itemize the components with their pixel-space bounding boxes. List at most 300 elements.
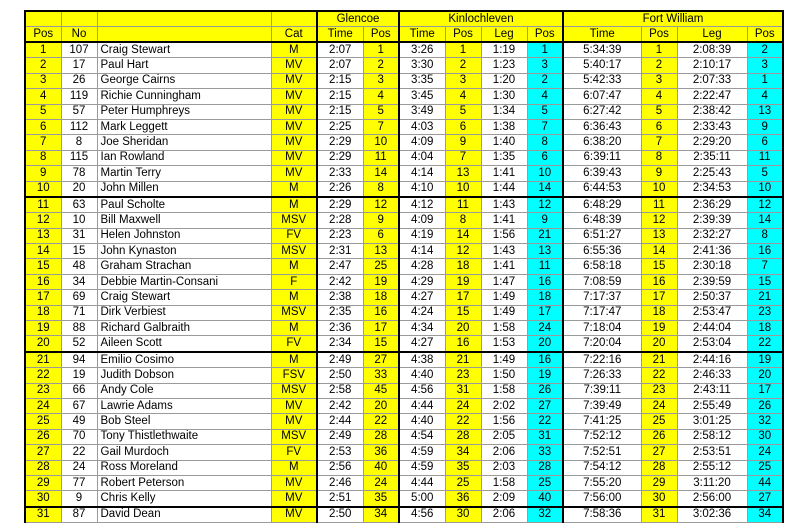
cell-kin-time: 4:28 — [399, 259, 445, 274]
group-glencoe: Glencoe — [317, 11, 399, 27]
table-row — [25, 197, 783, 213]
cell-fw-leg: 2:53:51 — [677, 445, 747, 460]
cell-pos: 7 — [25, 135, 61, 150]
table-row — [25, 414, 783, 429]
cell-glencoe-pos: 36 — [363, 445, 399, 460]
cell-name: Emilio Cosimo — [97, 352, 271, 368]
cell-glencoe-time: 2:34 — [317, 336, 363, 352]
cell-fw-leg: 2:53:47 — [677, 305, 747, 320]
cell-kin-pos: 8 — [445, 213, 481, 228]
cell-kin-leg: 1:43 — [481, 197, 527, 213]
cell-fw-leg-pos: 22 — [747, 336, 783, 352]
cell-fw-pos: 28 — [641, 460, 677, 475]
cell-kin-pos: 23 — [445, 368, 481, 383]
cell-kin-pos: 21 — [445, 352, 481, 368]
cell-glencoe-pos: 12 — [363, 197, 399, 213]
cell-pos: 12 — [25, 213, 61, 228]
cell-fw-leg-pos: 25 — [747, 460, 783, 475]
cell-glencoe-pos: 1 — [363, 42, 399, 58]
cell-glencoe-pos: 40 — [363, 460, 399, 475]
cell-pos: 5 — [25, 104, 61, 119]
cell-kin-time: 4:09 — [399, 135, 445, 150]
cell-glencoe-pos: 4 — [363, 89, 399, 104]
cell-fw-leg: 2:53:04 — [677, 336, 747, 352]
cell-fw-pos: 15 — [641, 259, 677, 274]
table-row — [25, 290, 783, 305]
cell-fw-leg: 2:10:17 — [677, 58, 747, 73]
cell-kin-leg: 1:49 — [481, 352, 527, 368]
cell-kin-pos: 4 — [445, 89, 481, 104]
cell-fw-pos: 31 — [641, 507, 677, 523]
cell-name: John Millen — [97, 181, 271, 197]
cell-fw-leg: 2:55:49 — [677, 398, 747, 413]
cell-fw-leg: 2:08:39 — [677, 42, 747, 58]
cell-fw-pos: 9 — [641, 166, 677, 181]
cell-fw-leg-pos: 19 — [747, 352, 783, 368]
cell-glencoe-time: 2:51 — [317, 491, 363, 507]
cell-kin-leg-pos: 14 — [527, 181, 563, 197]
cell-name: David Dean — [97, 507, 271, 523]
cell-glencoe-pos: 25 — [363, 259, 399, 274]
cell-no: 63 — [61, 197, 97, 213]
cell-glencoe-pos: 8 — [363, 181, 399, 197]
cell-name: Peter Humphreys — [97, 104, 271, 119]
cell-kin-pos: 36 — [445, 491, 481, 507]
cell-kin-time: 4:56 — [399, 507, 445, 523]
cell-glencoe-time: 2:29 — [317, 197, 363, 213]
cell-fw-leg-pos: 20 — [747, 368, 783, 383]
cell-name: George Cairns — [97, 73, 271, 88]
cell-pos: 20 — [25, 336, 61, 352]
cell-kin-leg: 1:34 — [481, 104, 527, 119]
cell-fw-leg: 2:55:12 — [677, 460, 747, 475]
cell-no: 20 — [61, 181, 97, 197]
cell-name: Ian Rowland — [97, 150, 271, 165]
cell-no: 48 — [61, 259, 97, 274]
cell-no: 87 — [61, 507, 97, 523]
cell-glencoe-time: 2:25 — [317, 119, 363, 134]
cell-cat: M — [271, 352, 317, 368]
cell-pos: 14 — [25, 244, 61, 259]
cell-fw-time: 7:56:00 — [563, 491, 641, 507]
table-row — [25, 42, 783, 58]
cell-kin-leg-pos: 5 — [527, 104, 563, 119]
cell-no: 19 — [61, 368, 97, 383]
cell-no: 107 — [61, 42, 97, 58]
table-row — [25, 336, 783, 352]
cell-no: 94 — [61, 352, 97, 368]
cell-fw-leg-pos: 44 — [747, 475, 783, 490]
cell-fw-pos: 2 — [641, 58, 677, 73]
cell-name: Mark Leggett — [97, 119, 271, 134]
cell-fw-time: 5:34:39 — [563, 42, 641, 58]
cell-fw-leg-pos: 9 — [747, 119, 783, 134]
cell-fw-leg-pos: 23 — [747, 305, 783, 320]
cell-fw-pos: 12 — [641, 213, 677, 228]
col-cat: Cat — [271, 27, 317, 43]
cell-fw-pos: 11 — [641, 197, 677, 213]
cell-name: Craig Stewart — [97, 42, 271, 58]
cell-kin-time: 3:49 — [399, 104, 445, 119]
cell-fw-pos: 6 — [641, 119, 677, 134]
cell-kin-pos: 14 — [445, 228, 481, 243]
cell-kin-leg: 1:41 — [481, 213, 527, 228]
cell-kin-pos: 16 — [445, 336, 481, 352]
table-row — [25, 244, 783, 259]
cell-fw-leg-pos: 4 — [747, 89, 783, 104]
cell-fw-pos: 4 — [641, 89, 677, 104]
cell-no: 119 — [61, 89, 97, 104]
cell-kin-leg-pos: 16 — [527, 352, 563, 368]
cell-fw-time: 7:17:47 — [563, 305, 641, 320]
cell-pos: 17 — [25, 290, 61, 305]
cell-kin-leg: 1:35 — [481, 150, 527, 165]
cell-fw-leg: 3:01:25 — [677, 414, 747, 429]
cell-no: 69 — [61, 290, 97, 305]
cell-glencoe-pos: 2 — [363, 58, 399, 73]
cell-pos: 19 — [25, 321, 61, 336]
cell-pos: 10 — [25, 181, 61, 197]
group-fort-william: Fort William — [563, 11, 783, 27]
cell-kin-time: 4:27 — [399, 336, 445, 352]
cell-glencoe-time: 2:33 — [317, 166, 363, 181]
cell-kin-leg-pos: 28 — [527, 460, 563, 475]
cell-kin-pos: 17 — [445, 290, 481, 305]
cell-fw-leg-pos: 14 — [747, 213, 783, 228]
cell-glencoe-time: 2:35 — [317, 305, 363, 320]
cell-fw-leg-pos: 32 — [747, 414, 783, 429]
cell-name: Gail Murdoch — [97, 445, 271, 460]
cell-glencoe-time: 2:49 — [317, 352, 363, 368]
cell-kin-leg: 1:44 — [481, 181, 527, 197]
table-row — [25, 491, 783, 507]
cell-fw-leg: 2:07:33 — [677, 73, 747, 88]
cell-fw-time: 7:41:25 — [563, 414, 641, 429]
col-kin-leg: Leg — [481, 27, 527, 43]
cell-no: 67 — [61, 398, 97, 413]
cell-pos: 23 — [25, 383, 61, 398]
cell-glencoe-time: 2:42 — [317, 398, 363, 413]
cell-pos: 2 — [25, 58, 61, 73]
col-glencoe-pos: Pos — [363, 27, 399, 43]
cell-fw-leg: 2:38:42 — [677, 104, 747, 119]
cell-glencoe-time: 2:15 — [317, 73, 363, 88]
cell-kin-leg: 1:38 — [481, 119, 527, 134]
cell-kin-pos: 25 — [445, 475, 481, 490]
cell-fw-time: 6:39:11 — [563, 150, 641, 165]
table-row — [25, 228, 783, 243]
cell-kin-leg-pos: 9 — [527, 213, 563, 228]
cell-cat: M — [271, 290, 317, 305]
cell-kin-leg-pos: 12 — [527, 197, 563, 213]
cell-no: 15 — [61, 244, 97, 259]
cell-fw-leg: 2:34:53 — [677, 181, 747, 197]
group-blank — [97, 11, 271, 27]
cell-kin-leg: 1:40 — [481, 135, 527, 150]
cell-name: Chris Kelly — [97, 491, 271, 507]
cell-kin-leg: 1:41 — [481, 166, 527, 181]
cell-cat: MV — [271, 135, 317, 150]
cell-fw-time: 6:39:43 — [563, 166, 641, 181]
cell-glencoe-pos: 10 — [363, 135, 399, 150]
cell-kin-time: 4:44 — [399, 398, 445, 413]
cell-fw-leg: 2:30:18 — [677, 259, 747, 274]
cell-name: Richie Cunningham — [97, 89, 271, 104]
cell-kin-pos: 7 — [445, 150, 481, 165]
cell-fw-leg: 2:22:47 — [677, 89, 747, 104]
cell-cat: MV — [271, 414, 317, 429]
cell-kin-leg-pos: 17 — [527, 305, 563, 320]
table-row — [25, 460, 783, 475]
cell-kin-time: 4:04 — [399, 150, 445, 165]
cell-kin-pos: 22 — [445, 414, 481, 429]
cell-kin-leg: 1:19 — [481, 42, 527, 58]
cell-fw-leg-pos: 3 — [747, 58, 783, 73]
cell-cat: M — [271, 460, 317, 475]
col-kin-leg-pos: Pos — [527, 27, 563, 43]
cell-kin-leg: 2:05 — [481, 429, 527, 444]
cell-cat: MV — [271, 398, 317, 413]
cell-pos: 6 — [25, 119, 61, 134]
cell-fw-pos: 7 — [641, 135, 677, 150]
cell-kin-time: 4:09 — [399, 213, 445, 228]
cell-cat: M — [271, 321, 317, 336]
cell-kin-time: 4:27 — [399, 290, 445, 305]
cell-kin-leg: 1:23 — [481, 58, 527, 73]
cell-kin-leg-pos: 10 — [527, 166, 563, 181]
cell-fw-pos: 19 — [641, 321, 677, 336]
cell-cat: FSV — [271, 368, 317, 383]
cell-glencoe-time: 2:47 — [317, 259, 363, 274]
cell-kin-time: 4:03 — [399, 119, 445, 134]
cell-fw-time: 7:52:12 — [563, 429, 641, 444]
table-row — [25, 73, 783, 88]
cell-fw-pos: 20 — [641, 336, 677, 352]
cell-fw-leg: 2:35:11 — [677, 150, 747, 165]
cell-cat: MSV — [271, 383, 317, 398]
cell-name: Aileen Scott — [97, 336, 271, 352]
cell-glencoe-pos: 11 — [363, 150, 399, 165]
cell-fw-leg: 2:32:27 — [677, 228, 747, 243]
cell-glencoe-pos: 22 — [363, 414, 399, 429]
col-fw-time: Time — [563, 27, 641, 43]
results-table — [24, 10, 784, 523]
cell-fw-time: 6:58:18 — [563, 259, 641, 274]
cell-no: 34 — [61, 274, 97, 289]
cell-kin-leg: 1:49 — [481, 290, 527, 305]
cell-name: Debbie Martin-Consani — [97, 274, 271, 289]
cell-pos: 24 — [25, 398, 61, 413]
cell-fw-time: 6:38:20 — [563, 135, 641, 150]
cell-kin-leg: 2:06 — [481, 445, 527, 460]
cell-glencoe-time: 2:15 — [317, 104, 363, 119]
cell-kin-leg-pos: 1 — [527, 42, 563, 58]
table-row — [25, 429, 783, 444]
cell-kin-leg-pos: 26 — [527, 383, 563, 398]
cell-fw-leg-pos: 15 — [747, 274, 783, 289]
table-row — [25, 213, 783, 228]
cell-fw-pos: 25 — [641, 414, 677, 429]
cell-glencoe-time: 2:42 — [317, 274, 363, 289]
cell-kin-time: 4:38 — [399, 352, 445, 368]
cell-no: 22 — [61, 445, 97, 460]
cell-kin-leg: 1:53 — [481, 336, 527, 352]
cell-glencoe-pos: 3 — [363, 73, 399, 88]
cell-glencoe-pos: 17 — [363, 321, 399, 336]
cell-kin-leg-pos: 7 — [527, 119, 563, 134]
cell-no: 52 — [61, 336, 97, 352]
table-row — [25, 150, 783, 165]
cell-glencoe-time: 2:58 — [317, 383, 363, 398]
cell-name: Helen Johnston — [97, 228, 271, 243]
cell-kin-time: 3:30 — [399, 58, 445, 73]
cell-pos: 15 — [25, 259, 61, 274]
cell-cat: MV — [271, 104, 317, 119]
cell-pos: 1 — [25, 42, 61, 58]
cell-kin-leg-pos: 24 — [527, 321, 563, 336]
cell-kin-time: 4:56 — [399, 383, 445, 398]
cell-fw-leg: 2:44:16 — [677, 352, 747, 368]
cell-fw-pos: 23 — [641, 383, 677, 398]
cell-glencoe-time: 2:44 — [317, 414, 363, 429]
cell-fw-pos: 5 — [641, 104, 677, 119]
cell-kin-leg: 1:41 — [481, 259, 527, 274]
cell-kin-leg-pos: 25 — [527, 475, 563, 490]
cell-glencoe-pos: 45 — [363, 383, 399, 398]
cell-name: Richard Galbraith — [97, 321, 271, 336]
cell-fw-pos: 16 — [641, 274, 677, 289]
cell-kin-leg: 1:58 — [481, 475, 527, 490]
cell-kin-time: 4:54 — [399, 429, 445, 444]
cell-kin-pos: 28 — [445, 429, 481, 444]
cell-cat: MV — [271, 475, 317, 490]
col-no: No — [61, 27, 97, 43]
cell-fw-time: 6:44:53 — [563, 181, 641, 197]
cell-kin-leg-pos: 21 — [527, 228, 563, 243]
cell-fw-pos: 17 — [641, 290, 677, 305]
cell-pos: 13 — [25, 228, 61, 243]
cell-cat: MSV — [271, 429, 317, 444]
col-kin-time: Time — [399, 27, 445, 43]
cell-kin-pos: 5 — [445, 104, 481, 119]
cell-cat: MV — [271, 58, 317, 73]
cell-fw-leg: 2:43:11 — [677, 383, 747, 398]
cell-kin-pos: 12 — [445, 244, 481, 259]
cell-name: John Kynaston — [97, 244, 271, 259]
cell-kin-leg: 1:43 — [481, 244, 527, 259]
cell-fw-leg-pos: 12 — [747, 197, 783, 213]
cell-kin-leg-pos: 33 — [527, 445, 563, 460]
cell-kin-pos: 9 — [445, 135, 481, 150]
cell-cat: M — [271, 197, 317, 213]
cell-pos: 4 — [25, 89, 61, 104]
cell-cat: M — [271, 42, 317, 58]
cell-fw-leg-pos: 2 — [747, 42, 783, 58]
cell-name: Paul Scholte — [97, 197, 271, 213]
cell-fw-leg-pos: 6 — [747, 135, 783, 150]
table-row — [25, 181, 783, 197]
cell-kin-leg: 2:09 — [481, 491, 527, 507]
cell-fw-leg-pos: 7 — [747, 259, 783, 274]
cell-fw-time: 7:22:16 — [563, 352, 641, 368]
cell-fw-pos: 27 — [641, 445, 677, 460]
table-row — [25, 368, 783, 383]
cell-glencoe-pos: 33 — [363, 368, 399, 383]
group-kinlochleven: Kinlochleven — [399, 11, 563, 27]
cell-cat: FV — [271, 228, 317, 243]
cell-kin-time: 5:00 — [399, 491, 445, 507]
cell-fw-time: 7:18:04 — [563, 321, 641, 336]
cell-fw-time: 6:07:47 — [563, 89, 641, 104]
cell-fw-time: 7:55:20 — [563, 475, 641, 490]
table-row — [25, 475, 783, 490]
cell-kin-leg-pos: 20 — [527, 336, 563, 352]
cell-name: Judith Dobson — [97, 368, 271, 383]
cell-cat: MV — [271, 150, 317, 165]
cell-kin-leg: 1:56 — [481, 228, 527, 243]
cell-fw-leg-pos: 16 — [747, 244, 783, 259]
cell-name: Lawrie Adams — [97, 398, 271, 413]
cell-kin-pos: 34 — [445, 445, 481, 460]
cell-fw-time: 7:58:36 — [563, 507, 641, 523]
cell-pos: 30 — [25, 491, 61, 507]
cell-no: 77 — [61, 475, 97, 490]
cell-fw-time: 6:36:43 — [563, 119, 641, 134]
cell-fw-leg: 2:41:36 — [677, 244, 747, 259]
cell-glencoe-time: 2:31 — [317, 244, 363, 259]
cell-fw-leg-pos: 13 — [747, 104, 783, 119]
cell-fw-pos: 10 — [641, 181, 677, 197]
cell-fw-leg: 2:36:29 — [677, 197, 747, 213]
cell-fw-time: 7:39:11 — [563, 383, 641, 398]
cell-fw-pos: 30 — [641, 491, 677, 507]
cell-kin-time: 4:24 — [399, 305, 445, 320]
cell-glencoe-pos: 15 — [363, 336, 399, 352]
cell-fw-time: 6:48:29 — [563, 197, 641, 213]
cell-glencoe-time: 2:46 — [317, 475, 363, 490]
cell-fw-time: 5:42:33 — [563, 73, 641, 88]
cell-no: 78 — [61, 166, 97, 181]
cell-fw-leg-pos: 18 — [747, 321, 783, 336]
cell-fw-leg-pos: 26 — [747, 398, 783, 413]
cell-kin-pos: 24 — [445, 398, 481, 413]
cell-kin-leg: 1:58 — [481, 383, 527, 398]
cell-fw-leg-pos: 5 — [747, 166, 783, 181]
cell-fw-leg: 2:46:33 — [677, 368, 747, 383]
table-row — [25, 274, 783, 289]
cell-fw-leg-pos: 10 — [747, 181, 783, 197]
cell-fw-pos: 22 — [641, 368, 677, 383]
cell-kin-pos: 30 — [445, 507, 481, 523]
cell-fw-leg-pos: 17 — [747, 383, 783, 398]
cell-fw-leg: 2:58:12 — [677, 429, 747, 444]
cell-glencoe-pos: 20 — [363, 398, 399, 413]
cell-glencoe-pos: 35 — [363, 491, 399, 507]
cell-no: 31 — [61, 228, 97, 243]
cell-kin-pos: 35 — [445, 460, 481, 475]
cell-kin-time: 4:44 — [399, 475, 445, 490]
cell-fw-time: 6:55:36 — [563, 244, 641, 259]
cell-fw-pos: 24 — [641, 398, 677, 413]
cell-kin-leg-pos: 4 — [527, 89, 563, 104]
cell-kin-time: 3:45 — [399, 89, 445, 104]
cell-fw-leg: 2:39:59 — [677, 274, 747, 289]
cell-fw-time: 7:54:12 — [563, 460, 641, 475]
cell-fw-leg: 3:11:20 — [677, 475, 747, 490]
table-row — [25, 398, 783, 413]
table-row — [25, 58, 783, 73]
cell-fw-leg-pos: 1 — [747, 73, 783, 88]
